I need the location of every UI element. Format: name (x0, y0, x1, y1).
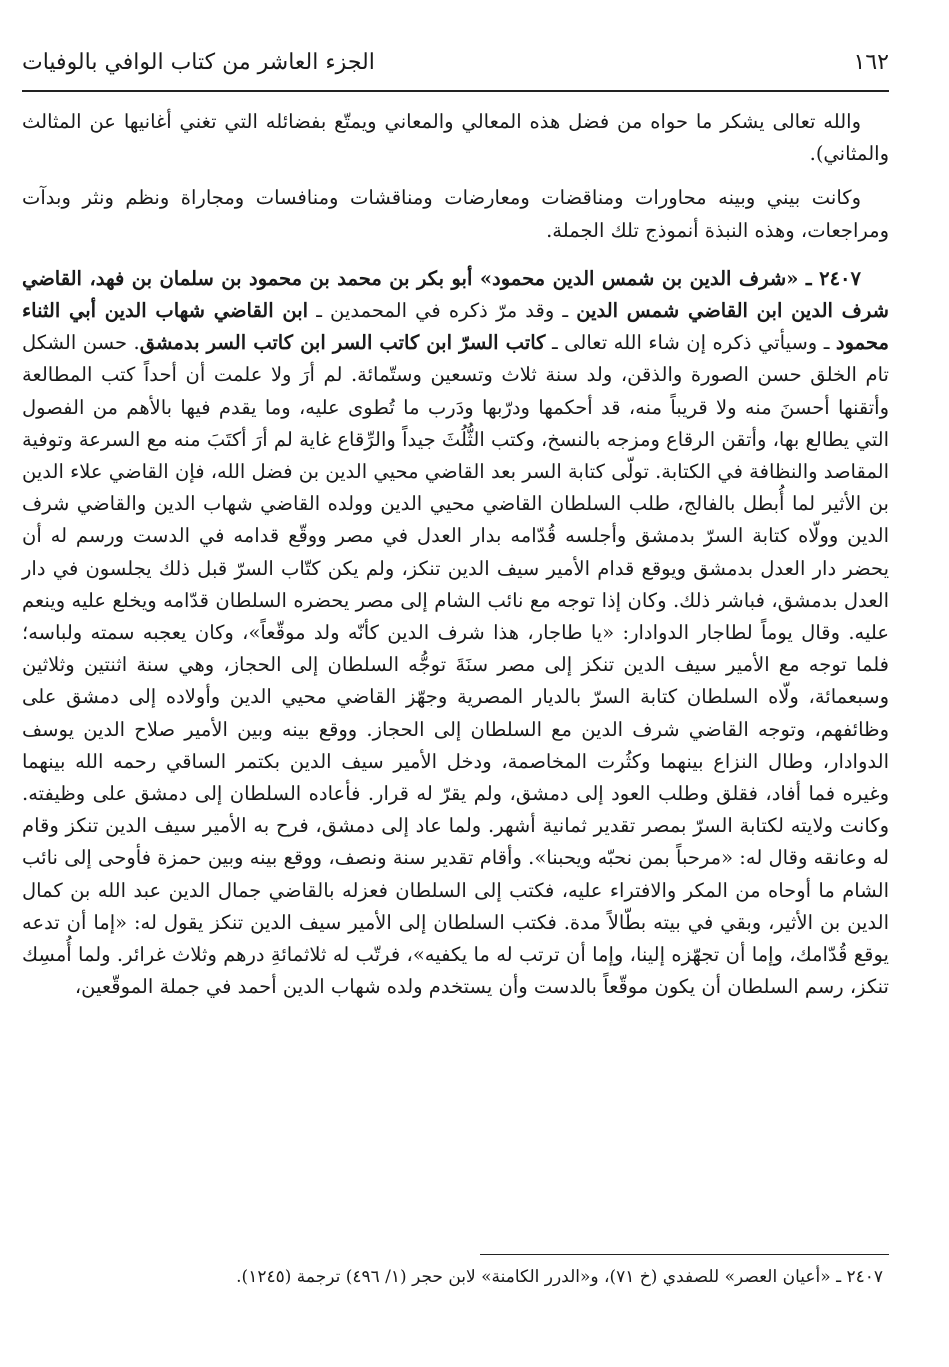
entry-body: . حسن الشكل تام الخلق حسن الصورة والذقن، ولد سنة ثلاث وتسعين وستّمائة. لم أرَ ولا علمت أن أحداً كتب المطالعة وأتقنها أحسنَ منه ولا قريباً منه، قد أحكمها ودرّبها ودَرب ما تُطوى عليه، وما يقدم فيها بالأهم من الفصول التي يطالع بها، وأتقن الرقاع ومزجه بالنسخ، وكتب الثُّلُثَ جيداً والرِّقاع غاية لم أرَ أكتَبَ منه مع السرعة وتوفية المقاصد والنظافة في الكتابة. تولّى كتابة السر بعد القاضي محيي الدين بن فضل الله، فإن القاضي علاء الدين بن الأثير لما أُبطل بالفالج، طلب السلطان القاضي محيي الدين وولده القاضي شهاب الدين والقاضي شرف الدين وولّاه كتابة السرّ بدمشق وأجلسه قُدّامه بدار العدل في مصر ووقّع قدامه في الدست ورسم له أن يحضر دار العدل بدمشق ويوقع قدام الأمير سيف الدين تنكز، ولم يكن كتّاب السرّ قبل ذلك يجلسون في دار العدل بدمشق، فباشر ذلك. وكان إذا توجه مع نائب الشام إلى مصر يحضره السلطان قدّامه ويخلع عليه وينعم عليه. وقال يوماً لطاجار الدوادار: «يا طاجار، هذا شرف الدين كأنّه ولد موقّعاً»، وكان يعجبه سمته ولباسه؛ فلما توجه مع الأمير سيف الدين تنكز إلى مصر سنَةَ توجُّه السلطان إلى الحجاز، وهي سنة اثنتين وثلاثين وسبعمائة، ولّاه السلطان كتابة السرّ بالديار المصرية وجهّز القاضي محيي الدين وأولاده إلى دمشق على وظائفهم، وتوجه القاضي شرف الدين مع السلطان إلى الحجاز. ووقع بينه وبين الأمير صلاح الدين يوسف الدوادار، وطال النزاع بينهما وكثُرت المخاصمة، ودخل الأمير سيف الدين بكتمر الساقي رحمه الله بينهما وغيره فما أفاد، فقلق وطلب العود إلى دمشق، ولم يقرّ له قرار. فأعاده السلطان إلى دمشق على وظيفته. وكانت ولايته لكتابة السرّ بمصر تقدير ثمانية أشهر. ولما عاد إلى دمشق، فرح به الأمير سيف الدين تنكز وقام له وعانقه وقال له: «مرحباً بمن نحبّه ويحبنا». وأقام تقدير سنة ونصف، ووقع بينه وبين حمزة فأوحى إلى نائب الشام ما أوحاه من المكر والافتراء عليه، فكتب إلى السلطان فعزله بالقاضي جمال الدين عبد الله بن كمال الدين بن الأثير، وبقي في بيته بطّالاً مدة. فكتب السلطان إلى الأمير سيف الدين تنكز يقول له: «إما أن تدعه يوقع قُدّامك، وإما أن تجهّزه إلينا، وإما أن ترتب له ما يكفيه»، فرتّب له ثلاثمائةِ درهم وثلاث غرائر. ولما أُمسِك تنكز، رسم السلطان أن يكون موقّعاً بالدست وأن يستخدم ولده شهاب الدين أحمد في جملة الموقّعين، (22, 331, 889, 999)
paragraph-2: وكانت بيني وبينه محاورات ومناقضات ومعارضات ومناقشات ومنافسات ومجاراة ونظم ونثر وبدآت ومراجعات، وهذه النبذة أنموذج تلك الجملة. (22, 186, 889, 242)
entry-text-2: ـ وسيأتي ذكره إن شاء الله تعالى ـ (545, 331, 836, 355)
entry-text-1: ـ وقد مرّ ذكره في المحمدين ـ (308, 299, 577, 323)
page-header (22, 40, 889, 84)
paragraph-1: والله تعالى يشكر ما حواه من فضل هذه المعالي والمعاني ويمتّع بفضائله التي تغني أغانيها عن المثالث والمثاني). (22, 110, 889, 166)
entry-heading: ٢٤٠٧ ـ «شرف الدين بن شمس الدين محمود» أبو بكر بن محمد بن محمود بن سلمان بن فهد، القاضي شرف الدين ابن القاضي شمس الدين (22, 266, 889, 323)
page-number: ١٦٢ (853, 49, 889, 75)
biography-entry (22, 263, 889, 1004)
footnote: ٢٤٠٧ ـ «أعيان العصر» للصفدي (خ ٧١)، و«الدرر الكامنة» لابن حجر (١/ ٤٩٦) ترجمة (١٢٤٥). (236, 1267, 883, 1287)
main-text (22, 106, 889, 1003)
entry-lineage: ابن القاضي شهاب الدين أبي الثناء محمود (22, 299, 889, 355)
entry-office: كاتب السرّ ابن كاتب السر ابن كاتب السر بدمشق (139, 331, 546, 355)
footnote-rule (480, 1254, 889, 1255)
running-title: الجزء العاشر من كتاب الوافي بالوفيات (22, 49, 375, 75)
header-rule (22, 90, 889, 92)
